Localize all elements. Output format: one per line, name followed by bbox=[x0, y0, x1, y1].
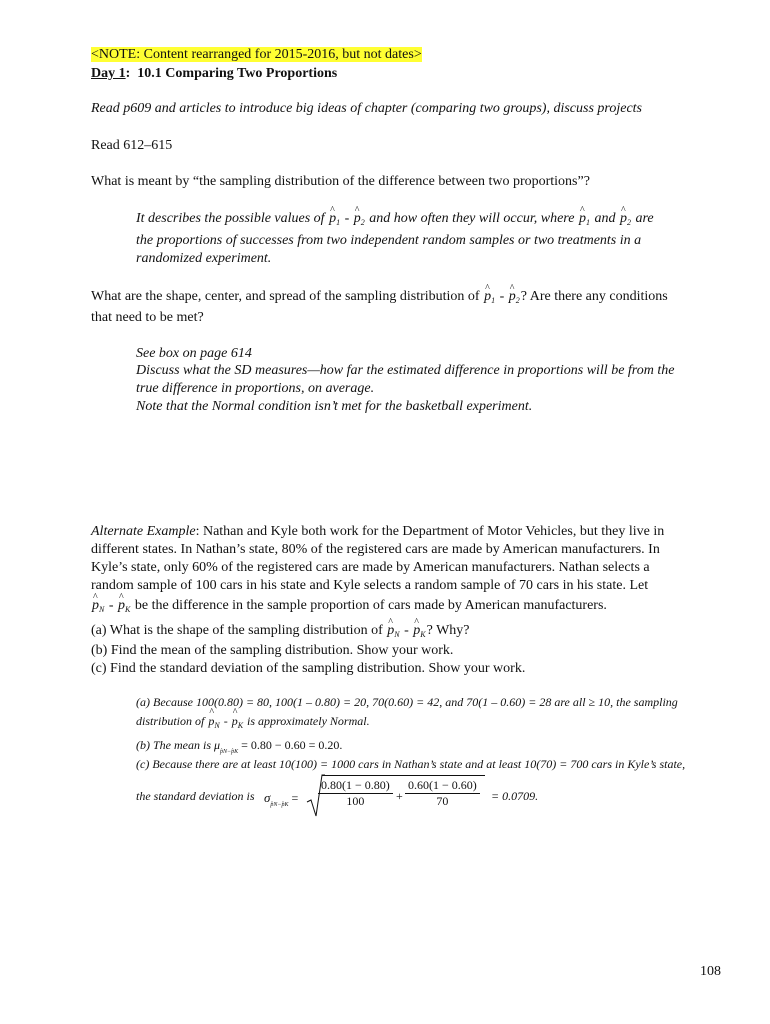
alt-example-line-1 bbox=[91, 523, 664, 541]
answer-1-text-c: and bbox=[594, 211, 616, 226]
fraction-1-denominator: 100 bbox=[346, 794, 365, 808]
alt-example-line-3: Kyle’s state, only 60% of the registered cars are made by American manufacturers. Nathan selects a bbox=[91, 560, 650, 575]
page-number: 108 bbox=[700, 964, 721, 979]
alt-example-label: Alternate Example bbox=[91, 524, 196, 539]
content-note bbox=[91, 46, 422, 64]
question-2-text-b: ? Are there any conditions bbox=[520, 289, 668, 304]
formula-plus: + bbox=[396, 789, 403, 803]
alt-example-line-4: random sample of 100 cars in his state and Kyle selects a random sample of 70 cars in his state. Let bbox=[91, 578, 649, 593]
answer-1-text-d: are bbox=[635, 211, 654, 226]
formula-mu: $\mu_{p̂N-p̂K}$ bbox=[214, 738, 239, 755]
answer-2-line-2: Discuss what the SD measures—how far the estimated difference in proportions will be from the bbox=[136, 363, 675, 378]
reading-assignment: Read 612–615 bbox=[91, 138, 173, 153]
formula-sigma: $\sigma_{p̂N-p̂K}$ bbox=[264, 790, 289, 808]
fraction-1 bbox=[318, 778, 393, 809]
formula-sd bbox=[264, 778, 299, 808]
note-highlight: <NOTE: Content rearranged for 2015-2016, but not dates> bbox=[91, 47, 422, 62]
intro-text: Read p609 and articles to introduce big ideas of chapter (comparing two groups), discuss projects bbox=[91, 101, 643, 116]
solution-c-line-1: (c) Because there are at least 10(100) = 1000 cars in Nathan’s state and at least 10(70) = 700 cars in Kyle’s state, bbox=[136, 757, 686, 771]
sqrt-bar bbox=[322, 775, 485, 776]
question-2-line-1 bbox=[91, 288, 668, 310]
solution-b-text-2: = 0.80 − 0.60 = 0.20. bbox=[241, 738, 343, 752]
formula-p1: ^ $p_1$ bbox=[579, 210, 590, 232]
alt-example-line-2: different states. In Nathan’s state, 80% of the registered cars are made by American manufacturers. In bbox=[91, 542, 660, 557]
question-2-line-2: that need to be met? bbox=[91, 310, 204, 325]
alt-example-text-5: be the difference in the sample proportion of cars made by American manufacturers. bbox=[134, 598, 607, 613]
solution-a-text-2: is approximately Normal. bbox=[247, 714, 370, 728]
alt-question-a-text-1: (a) What is the shape of the sampling distribution of bbox=[91, 623, 383, 638]
answer-1-text-b: and how often they will occur, where bbox=[369, 211, 575, 226]
solution-a-line-2 bbox=[136, 713, 370, 734]
answer-1-line-2: the proportions of successes from two independent random samples or two treatments in a bbox=[136, 233, 642, 248]
fraction-1-numerator: 0.80(1 − 0.80) bbox=[318, 778, 393, 794]
day-separator: : bbox=[125, 66, 131, 81]
answer-1-text-a: It describes the possible values of bbox=[136, 211, 325, 226]
alt-question-c: (c) Find the standard deviation of the sampling distribution. Show your work. bbox=[91, 661, 526, 676]
solution-b-text-1: (b) The mean is bbox=[136, 738, 211, 752]
formula-p2: ^ $p_2$ bbox=[620, 210, 631, 232]
question-1: What is meant by “the sampling distribution of the difference between two proportions”? bbox=[91, 174, 590, 189]
fraction-2 bbox=[405, 778, 480, 809]
alt-question-a bbox=[91, 622, 470, 644]
question-2-text-a: What are the shape, center, and spread of the sampling distribution of bbox=[91, 289, 480, 304]
formula-equals: = bbox=[291, 791, 299, 805]
formula-p1-minus-p2: ^ $p_1$ - ^ $p_2$ bbox=[328, 211, 366, 226]
answer-1-line-1 bbox=[136, 210, 654, 232]
day-label: Day 1 bbox=[91, 66, 126, 81]
solution-a-text-1: distribution of bbox=[136, 714, 205, 728]
fraction-2-numerator: 0.60(1 − 0.60) bbox=[405, 778, 480, 794]
solution-c-result: = 0.0709. bbox=[491, 789, 539, 803]
alt-question-b: (b) Find the mean of the sampling distribution. Show your work. bbox=[91, 643, 454, 658]
day-heading bbox=[91, 65, 337, 83]
lesson-title: 10.1 Comparing Two Proportions bbox=[137, 66, 338, 81]
alt-example-line-5 bbox=[91, 597, 607, 619]
fraction-2-denominator: 70 bbox=[436, 794, 449, 808]
formula-pn-minus-pk-sol: ^ $p_N$ - ^ $p_K$ bbox=[207, 714, 244, 728]
answer-2-line-3: true difference in proportions, on average. bbox=[136, 381, 375, 396]
formula-pn-minus-pk-qa: ^ $p_N$ - ^ $p_K$ bbox=[386, 623, 426, 638]
alt-question-a-text-2: ? Why? bbox=[426, 623, 470, 638]
answer-2-line-1: See box on page 614 bbox=[136, 346, 252, 361]
formula-pn-minus-pk: ^ $p_N$ - ^ $p_K$ bbox=[91, 598, 131, 613]
formula-p1-minus-p2-q2: ^ $p_1$ - ^ $p_2$ bbox=[483, 289, 521, 304]
answer-1-line-3: randomized experiment. bbox=[136, 251, 272, 266]
solution-a-line-1: (a) Because 100(0.80) = 80, 100(1 – 0.80) = 20, 70(0.60) = 42, and 70(1 – 0.60) = 28 are all ≥ 10, the sampling bbox=[136, 695, 678, 709]
answer-2-line-4: Note that the Normal condition isn’t met for the basketball experiment. bbox=[136, 399, 533, 414]
solution-c-line-2: the standard deviation is bbox=[136, 789, 255, 803]
alt-example-text-1: : Nathan and Kyle both work for the Department of Motor Vehicles, but they live in bbox=[195, 524, 665, 539]
